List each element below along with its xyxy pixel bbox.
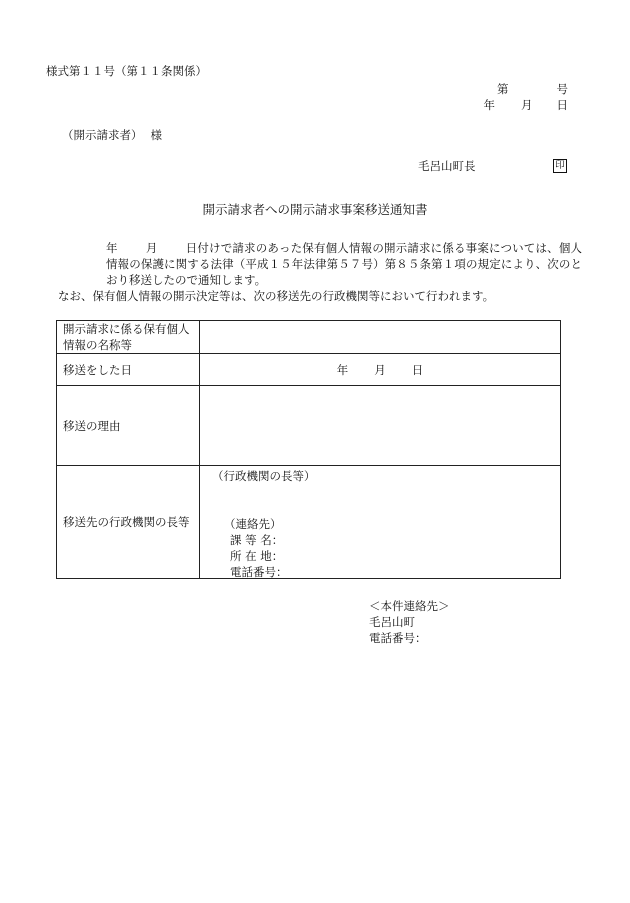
destination-contact-heading: （連絡先） [224,517,282,531]
contact-footer [369,598,450,646]
document-title: 開示請求者への開示請求事案移送通知書 [202,202,428,217]
value-destination [200,466,561,579]
destination-agency: （行政機関の長等） [212,469,316,483]
sender-title: 毛呂山町長 [418,159,476,173]
table-row-info-name [57,321,561,354]
reference-block [484,81,569,113]
destination-phone: 電話番号： [230,565,288,579]
body-date-year: 年 [106,241,118,255]
transfer-date-year: 年 [336,362,349,377]
body-paragraph-1 [46,240,582,288]
body-text [46,240,582,304]
form-number: 様式第１１号（第１１条関係） [46,64,207,78]
seal-stamp: 印 [553,159,567,173]
body-paragraph-1-text: 日付けで請求のあった保有個人情報の開示請求に係る事案については、個人情報の保護に関する法律（平成１５年法律第５７号）第８５条第１項の規定により、次のとおり移送したので通知します。 [106,241,582,287]
body-date-month: 月 [145,241,158,255]
table-row-transfer-reason [57,386,561,466]
recipient-name: （開示請求者） [62,128,143,142]
label-destination: 移送先の行政機関の長等 [57,466,200,579]
recipient-line [62,130,162,142]
reference-date-year: 年 [483,98,495,112]
transfer-date-month: 月 [374,362,386,377]
transfer-date-day: 日 [411,362,424,377]
table-row-destination [57,466,561,579]
value-transfer-reason [200,386,561,466]
reference-date [484,97,569,113]
footer-heading: ＜本件連絡先＞ [369,599,450,613]
reference-number-suffix: 号 [556,82,568,96]
reference-number-prefix: 第 [497,82,509,96]
reference-date-month: 月 [521,98,533,112]
value-info-name [200,321,561,354]
destination-address: 所 在 地： [230,549,284,563]
recipient-honorific: 様 [150,128,162,142]
reference-number [484,81,569,97]
body-paragraph-2: なお、保有個人情報の開示決定等は、次の移送先の行政機関等において行われます。 [58,289,495,303]
destination-section: 課 等 名： [230,533,284,547]
info-table [56,320,561,579]
footer-town: 毛呂山町 [369,615,415,629]
destination-contact [224,516,288,580]
label-info-name: 開示請求に係る保有個人情報の名称等 [57,321,200,354]
table-row-transfer-date [57,354,561,386]
value-transfer-date [200,354,561,386]
label-transfer-reason: 移送の理由 [57,386,200,466]
reference-date-day: 日 [556,98,568,112]
footer-phone: 電話番号： [369,631,427,645]
label-transfer-date: 移送をした日 [57,354,200,386]
